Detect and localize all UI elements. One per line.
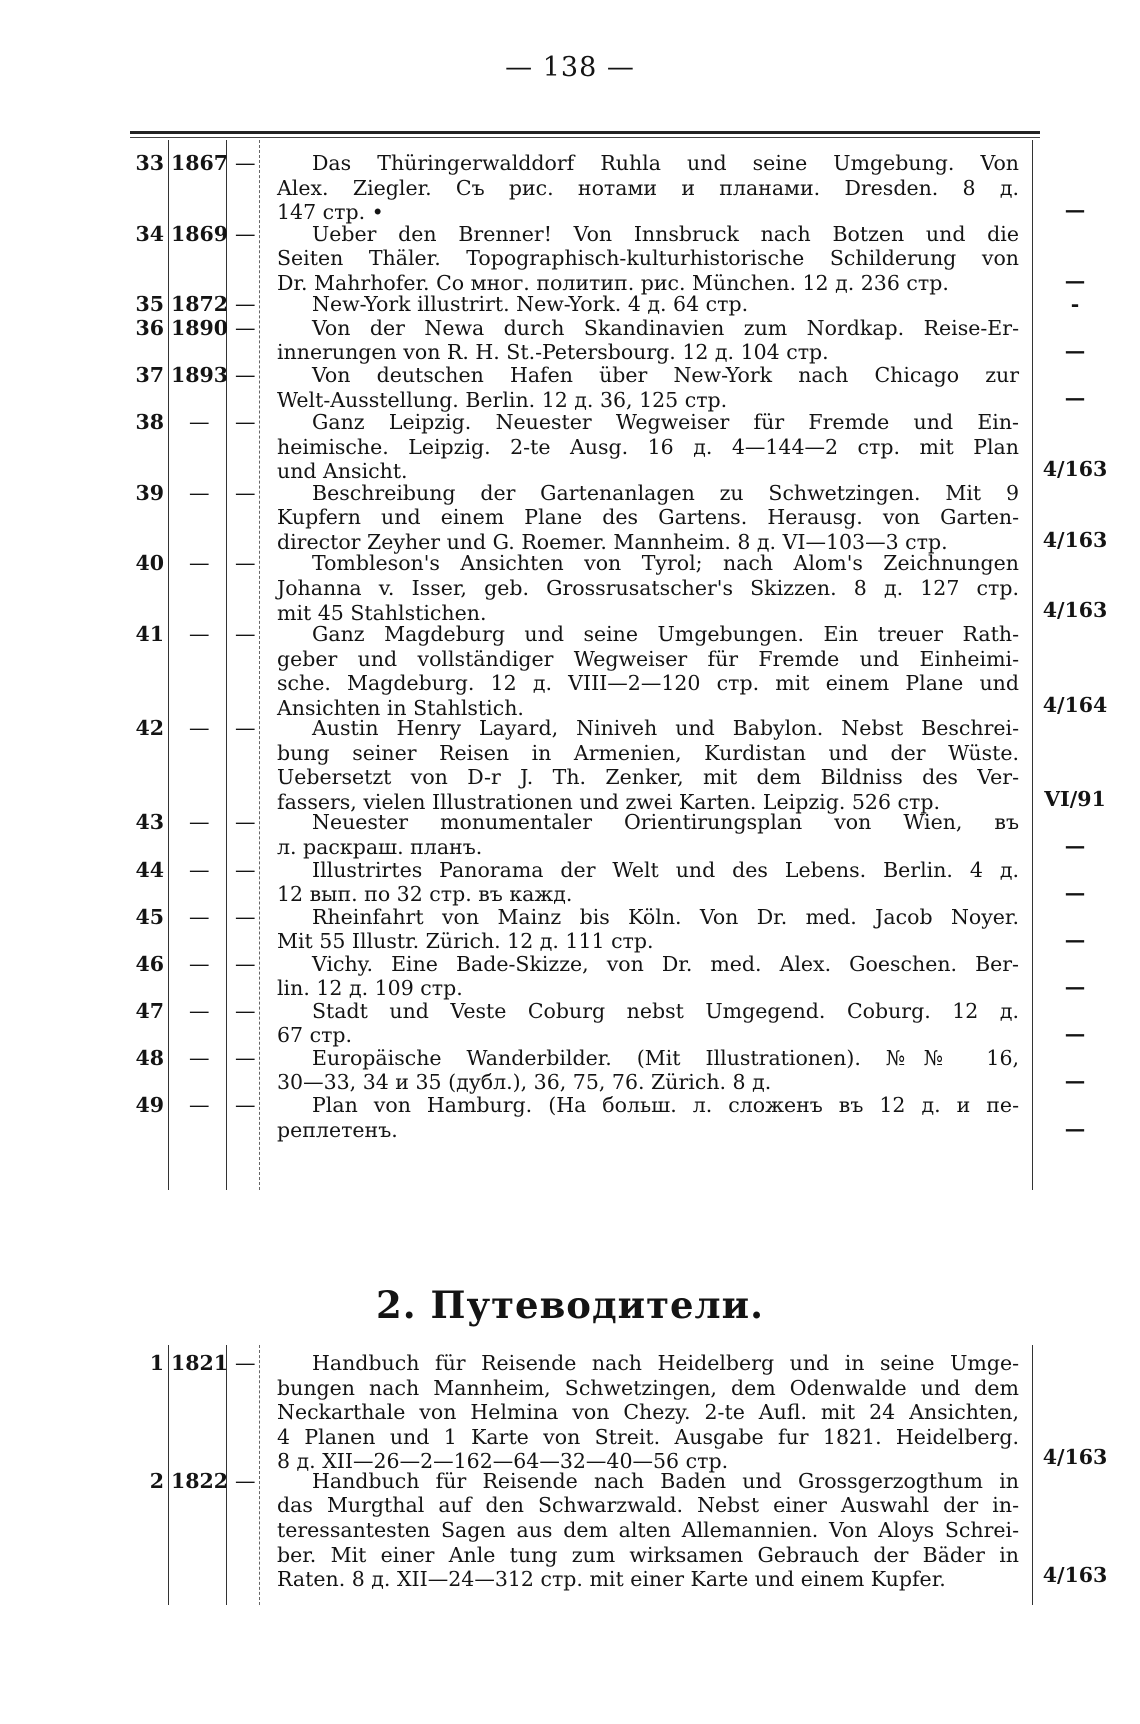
entry-year: —	[189, 1093, 210, 1117]
entry-year: —	[189, 951, 210, 976]
entry-dash: —	[235, 951, 256, 976]
entry-dash: —	[235, 1045, 256, 1070]
entry-description	[277, 481, 1019, 555]
entry-text-line: Ganz Leipzig. Neuester Wegweiser für Fremde und Ein-	[312, 410, 1019, 435]
entry-year: —	[189, 551, 210, 576]
entry-text-line: Handbuch für Reisende nach Baden und Grossgerzogthum in	[312, 1468, 1019, 1493]
entry-number: 37	[135, 362, 164, 387]
entry-text-line: л. раскраш. планъ.	[277, 834, 483, 859]
entry-dash: —	[235, 810, 256, 835]
entry-text-line: Das Thüringerwalddorf Ruhla und seine Umgebung. Von	[312, 151, 1019, 175]
entry-description	[277, 952, 1019, 1001]
entry-text-line: Stadt und Veste Coburg nebst Umgegend. Coburg. 12 д.	[312, 998, 1019, 1023]
entry-description	[277, 410, 1019, 484]
entry-year: —	[189, 1045, 210, 1070]
entry-text-line: Von der Newa durch Skandinavien zum Nordkap. Reise-Er-	[312, 315, 1019, 340]
entry-text-line: Mit 55 Illustr. Zürich. 12 д. 111 стр.	[277, 929, 654, 954]
entry-price: —	[1064, 833, 1086, 858]
entry-text-line: реплетенъ.	[277, 1117, 398, 1142]
entry-year: —	[189, 480, 210, 505]
entry-text-line: Seiten Thäler. Topographisch-kulturhistorische Schilderung von	[277, 246, 1019, 271]
column-divider-num	[168, 140, 169, 1190]
entry-description	[277, 292, 1019, 317]
entry-text-line: sche. Magdeburg. 12 д. VIII—2—120 стр. mit einem Plane und	[277, 671, 1019, 696]
entry-text-line: New-York illustrirt. New-York. 4 д. 64 стр.	[312, 292, 749, 317]
entry-year: —	[189, 857, 210, 882]
entry-description	[277, 716, 1019, 814]
entry-text-line: 67 стр.	[277, 1023, 353, 1048]
entry-year: 1821	[171, 1351, 229, 1375]
entry-year: 1872	[171, 292, 229, 317]
entry-year: —	[189, 622, 210, 646]
entry-dash: —	[235, 315, 256, 340]
entry-text-line: Kupfern und einem Plane des Gartens. Herausg. von Garten-	[277, 505, 1019, 530]
entry-dash: —	[235, 1468, 256, 1493]
entry-price: VI/91	[1044, 786, 1106, 811]
entry-text-line: 4 Planen und 1 Karte von Streit. Ausgabe fur 1821. Heidelberg.	[277, 1424, 1019, 1449]
entry-price: 4/163	[1042, 1445, 1108, 1470]
entry-text-line: Uebersetzt von D-r J. Th. Zenker, mit dem Bildniss des Ver-	[277, 765, 1019, 790]
entry-description	[277, 316, 1019, 365]
entry-text-line: director Zeyher und G. Roemer. Mannheim. 8 д. VI—103—3 стр.	[277, 529, 948, 554]
entry-text-line: heimische. Leipzig. 2-te Ausg. 16 д. 4—144—2 стр. mit Plan	[277, 434, 1019, 459]
entry-dash: —	[235, 221, 256, 246]
entry-description	[277, 222, 1019, 296]
entry-text-line: Rheinfahrt von Mainz bis Köln. Von Dr. med. Jacob Noyer.	[312, 904, 1019, 929]
entry-price: 4/163	[1042, 598, 1108, 623]
entry-dash: —	[235, 151, 256, 175]
entry-text-line: innerungen von R. H. St.-Petersbourg. 12 д. 104 стр.	[277, 340, 829, 365]
entry-year: —	[189, 904, 210, 929]
entry-number: 35	[135, 292, 164, 317]
entry-price: 4/164	[1042, 692, 1108, 717]
page-number: — 138 —	[505, 52, 635, 83]
entry-year: —	[189, 410, 210, 435]
entry-description	[277, 999, 1019, 1048]
entry-number: 41	[135, 622, 164, 646]
entry-year: 1893	[171, 362, 229, 387]
entry-number: 49	[135, 1093, 164, 1117]
entry-number: 39	[135, 480, 164, 505]
entry-dash: —	[235, 362, 256, 387]
entry-number: 45	[135, 904, 164, 929]
entry-price: 4/163	[1042, 1562, 1108, 1587]
entry-text-line: Ganz Magdeburg und seine Umgebungen. Ein treuer Rath-	[312, 622, 1019, 646]
header-rule	[130, 131, 1040, 134]
entry-text-line: Tombleson's Ansichten von Tyrol; nach Alom's Zeichnungen	[312, 551, 1019, 576]
entry-text-line: Austin Henry Layard, Niniveh und Babylon. Nebst Beschrei-	[312, 716, 1019, 741]
entry-description	[277, 363, 1019, 412]
column-divider-text-2	[259, 1345, 260, 1605]
entry-price: —	[1064, 1022, 1086, 1047]
entry-price: -	[1070, 292, 1080, 317]
entry-text-line: Ansichten in Stahlstich.	[277, 695, 524, 720]
entry-number: 47	[135, 998, 164, 1023]
entry-description	[277, 1093, 1019, 1142]
entry-text-line: Dr. Mahrhofer. Со мног. политип. рис. München. 12 д. 236 стр.	[277, 270, 949, 295]
entry-dash: —	[235, 622, 256, 646]
entry-text-line: fassers, vielen Illustrationen und zwei Karten. Leipzig. 526 стр.	[277, 789, 940, 814]
entry-dash: —	[235, 998, 256, 1023]
entry-text-line: Beschreibung der Gartenanlagen zu Schwetzingen. Mit 9	[312, 480, 1019, 505]
column-divider-text	[259, 140, 260, 1190]
entry-dash: —	[235, 904, 256, 929]
entry-dash: —	[235, 410, 256, 435]
entry-text-line: lin. 12 д. 109 стр.	[277, 976, 463, 1001]
entry-year: —	[189, 810, 210, 835]
entry-dash: —	[235, 716, 256, 741]
entry-number: 1	[149, 1351, 164, 1375]
entry-text-line: bung seiner Reisen in Armenien, Kurdistan und der Wüste.	[277, 740, 1019, 765]
entry-text-line: Raten. 8 д. XII—24—312 стр. mit einer Karte und einem Kupfer.	[277, 1567, 946, 1592]
entry-number: 44	[135, 857, 164, 882]
entry-description	[277, 1351, 1019, 1474]
entry-text-line: und Ansicht.	[277, 459, 408, 484]
entry-price: —	[1064, 386, 1086, 411]
entry-text-line: Neckarthale von Helmina von Chezy. 2-te Aufl. mit 24 Ansichten,	[277, 1400, 1019, 1425]
entry-description	[277, 622, 1019, 720]
entry-description	[277, 905, 1019, 954]
entry-dash: —	[235, 1351, 256, 1375]
entry-year: —	[189, 998, 210, 1023]
entry-price: —	[1064, 928, 1086, 953]
entry-description	[277, 1046, 1019, 1095]
entry-description	[277, 1469, 1019, 1592]
entry-number: 42	[135, 716, 164, 741]
entry-description	[277, 151, 1019, 225]
entry-text-line: ber. Mit einer Anle tung zum wirksamen Gebrauch der Bäder in	[277, 1542, 1019, 1567]
entry-text-line: Johanna v. Isser, geb. Grossrusatscher's Skizzen. 8 д. 127 стр.	[277, 575, 1019, 600]
entry-dash: —	[235, 857, 256, 882]
entry-text-line: das Murgthal auf den Schwarzwald. Nebst einer Auswahl der in-	[277, 1493, 1019, 1518]
entry-text-line: 147 стр. •	[277, 200, 384, 225]
entry-number: 43	[135, 810, 164, 835]
entry-description	[277, 810, 1019, 859]
entry-text-line: geber und vollständiger Wegweiser für Fremde und Einheimi-	[277, 646, 1019, 671]
entry-text-line: teressantesten Sagen aus dem alten Allemannien. Von Aloys Schrei-	[277, 1517, 1019, 1542]
entry-price: 4/163	[1042, 457, 1108, 482]
entry-year: —	[189, 716, 210, 741]
entry-text-line: Ueber den Brenner! Von Innsbruck nach Botzen und die	[312, 221, 1019, 246]
column-divider-num-2	[168, 1345, 169, 1605]
entry-price: —	[1064, 881, 1086, 906]
section-title: 2. Путеводители.	[376, 1283, 764, 1327]
entry-description	[277, 858, 1019, 907]
entry-price: —	[1064, 268, 1086, 293]
entry-text-line: Europäische Wanderbilder. (Mit Illustrationen). №№ 16,	[312, 1045, 1019, 1070]
entry-text-line: Alex. Ziegler. Съ рис. нотами и планами. Dresden. 8 д.	[277, 175, 1019, 200]
entry-text-line: 30—33, 34 и 35 (дубл.), 36, 75, 76. Zürich. 8 д.	[277, 1070, 772, 1095]
entry-text-line: Von deutschen Hafen über New-York nach Chicago zur	[312, 362, 1019, 387]
entry-price: —	[1064, 1116, 1086, 1141]
entry-number: 48	[135, 1045, 164, 1070]
entry-number: 33	[135, 151, 164, 175]
entry-text-line: mit 45 Stahlstichen.	[277, 600, 487, 625]
entry-number: 38	[135, 410, 164, 435]
entry-year: 1890	[171, 315, 229, 340]
entry-text-line: bungen nach Mannheim, Schwetzingen, dem Odenwalde und dem	[277, 1375, 1019, 1400]
entry-price: 4/163	[1042, 527, 1108, 552]
entry-number: 40	[135, 551, 164, 576]
entry-number: 2	[149, 1468, 164, 1493]
entry-text-line: Welt-Ausstellung. Berlin. 12 д. 36, 125 стр.	[277, 387, 728, 412]
entry-number: 34	[135, 221, 164, 246]
entry-number: 36	[135, 315, 164, 340]
entry-price: —	[1064, 1069, 1086, 1094]
column-divider-price-2	[1032, 1345, 1033, 1605]
column-divider-price	[1032, 140, 1033, 1190]
entry-text-line: Vichy. Eine Bade-Skizze, von Dr. med. Alex. Goeschen. Ber-	[312, 951, 1019, 976]
entry-price: —	[1064, 198, 1086, 223]
entry-description	[277, 551, 1019, 625]
entry-text-line: 8 д. XII—26—2—162—64—32—40—56 стр.	[277, 1449, 729, 1474]
entry-dash: —	[235, 1093, 256, 1117]
entry-dash: —	[235, 480, 256, 505]
entry-year: 1867	[171, 151, 229, 175]
entry-year: 1869	[171, 221, 229, 246]
header-rule-thin	[130, 137, 1040, 138]
entry-price: —	[1064, 975, 1086, 1000]
entry-price: —	[1064, 339, 1086, 364]
entry-text-line: Handbuch für Reisende nach Heidelberg und in seine Umge-	[312, 1351, 1019, 1375]
entry-number: 46	[135, 951, 164, 976]
entry-dash: —	[235, 292, 256, 317]
entry-year: 1822	[171, 1468, 229, 1493]
entry-text-line: Plan von Hamburg. (На больш. л. сложенъ въ 12 д. и пе-	[312, 1093, 1019, 1117]
entry-text-line: Neuester monumentaler Orientirungsplan von Wien, въ	[312, 810, 1019, 835]
entry-text-line: Illustrirtes Panorama der Welt und des Lebens. Berlin. 4 д.	[312, 857, 1019, 882]
entry-dash: —	[235, 551, 256, 576]
entry-text-line: 12 вып. по 32 стр. въ кажд.	[277, 882, 573, 907]
